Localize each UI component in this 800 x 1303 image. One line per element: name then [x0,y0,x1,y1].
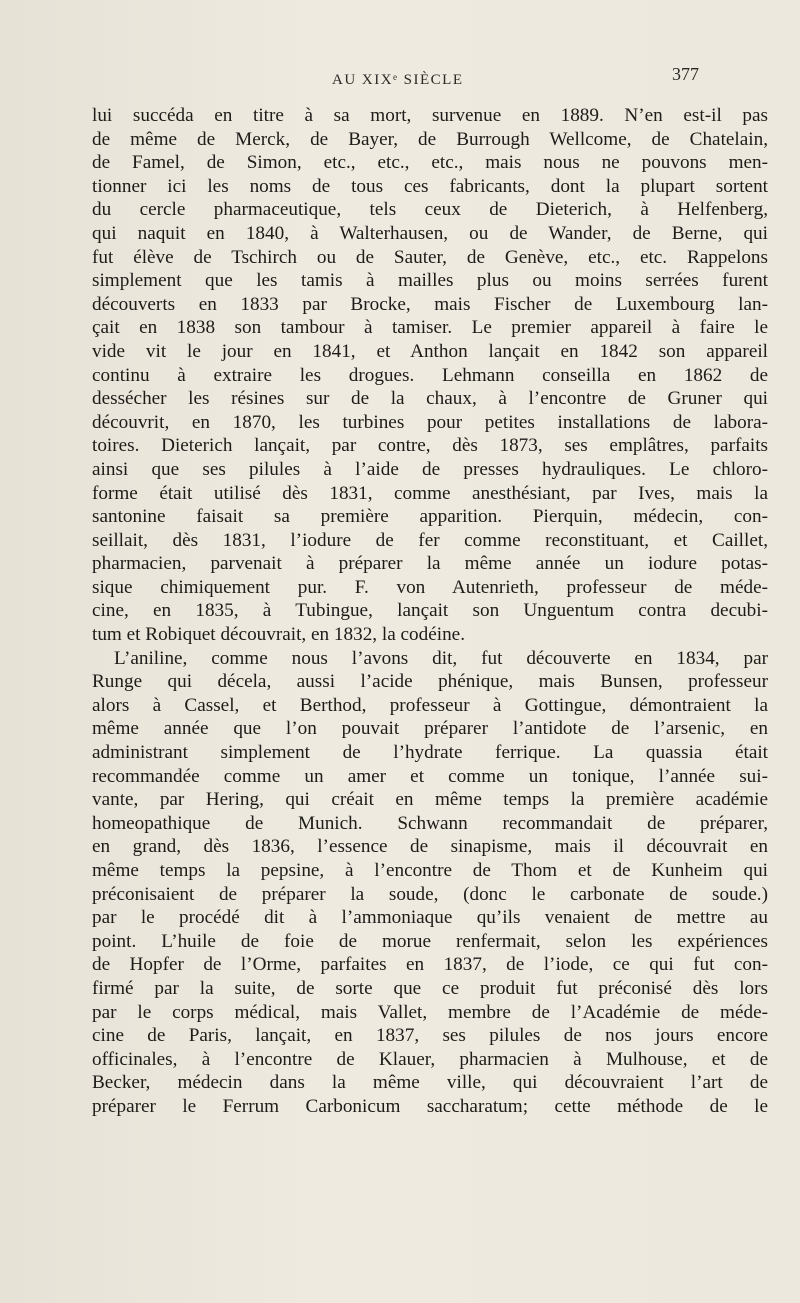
text-line: Becker, médecin dans la même ville, qui découvraient l’art de [92,1072,768,1094]
text-line: toires. Dieterich lançait, par contre, dès 1873, ses emplâtres, parfaits [92,435,768,457]
text-line: découverts en 1833 par Brocke, mais Fischer de Luxembourg lan- [92,293,768,315]
running-head [0,64,800,96]
text-line: sique chimiquement pur. F. von Autenrieth, professeur de méde- [92,576,768,598]
text-line: découvrit, en 1870, les turbines pour petites installations de labora- [92,411,768,433]
text-line: L’aniline, comme nous l’avons dit, fut découverte en 1834, par [114,647,768,669]
body-text [92,104,768,1119]
text-line: par le procédé dit à l’ammoniaque qu’ils venaient de mettre au [92,907,768,929]
text-line: par le corps médical, mais Vallet, membre de l’Académie de méde- [92,1001,768,1023]
text-line: pharmacien, parvenait à préparer la même année un iodure potas- [92,553,768,575]
text-line: recommandée comme un amer et comme un tonique, l’année sui- [92,765,768,787]
text-line: fut élève de Tschirch ou de Sauter, de Genève, etc., etc. Rappelons [92,246,768,268]
page-number: 377 [672,64,699,84]
text-line: lui succéda en titre à sa mort, survenue en 1889. N’en est-il pas [92,105,768,126]
text-line: de Famel, de Simon, etc., etc., etc., mais nous ne pouvons men- [92,152,768,174]
text-line: firmé par la suite, de sorte que ce produit fut préconisé dès lors [92,977,768,999]
text-line: même année que l’on pouvait préparer l’antidote de l’arsenic, en [92,718,768,740]
text-line: santonine faisait sa première apparition. Pierquin, médecin, con- [92,506,768,528]
text-line: de Hopfer de l’Orme, parfaites en 1837, de l’iode, ce qui fut con- [92,954,768,976]
text-line: forme était utilisé dès 1831, comme anesthésiant, par Ives, mais la [92,482,768,504]
text-line: dessécher les résines sur de la chaux, à l’encontre de Gruner qui [92,388,768,410]
text-line: tionner ici les noms de tous ces fabricants, dont la plupart sortent [92,175,768,197]
text-line: même temps la pepsine, à l’encontre de Thom et de Kunheim qui [92,860,768,881]
text-line: çait en 1838 son tambour à tamiser. Le premier appareil à faire le [92,317,768,339]
text-line: préparer le Ferrum Carbonicum saccharatum; cette méthode de le [92,1095,768,1117]
text-line: cine de Paris, lançait, en 1837, ses pilules de nos jours encore [92,1025,768,1047]
text-line: point. L’huile de foie de morue renfermait, selon les expériences [92,930,768,952]
text-line: de même de Merck, de Bayer, de Burrough Wellcome, de Chatelain, [92,128,768,150]
text-line: simplement que les tamis à mailles plus ou moins serrées furent [92,270,768,292]
text-line: seillait, dès 1831, l’iodure de fer comme reconstituant, et Caillet, [92,529,768,551]
text-line: préconisaient de préparer la soude, (donc le carbonate de soude.) [92,883,768,905]
text-line: Runge qui décela, aussi l’acide phénique, mais Bunsen, professeur [92,671,768,693]
text-line: du cercle pharmaceutique, tels ceux de Dieterich, à Helfenberg, [92,199,768,221]
text-line: tum et Robiquet découvrait, en 1832, la codéine. [92,624,465,646]
running-title: AU XIXᵉ SIÈCLE [332,72,464,88]
text-line: ainsi que ses pilules à l’aide de presses hydrauliques. Le chloro- [92,458,768,480]
text-line: continu à extraire les drogues. Lehmann conseilla en 1862 de [92,364,768,386]
text-line: officinales, à l’encontre de Klauer, pharmacien à Mulhouse, et de [92,1048,768,1070]
text-line: en grand, dès 1836, l’essence de sinapisme, mais il découvrait en [92,836,768,858]
text-line: vante, par Hering, qui créait en même temps la première académie [92,789,768,811]
text-line: vide vit le jour en 1841, et Anthon lançait en 1842 son appareil [92,340,768,362]
text-line: qui naquit en 1840, à Walterhausen, ou de Wander, de Berne, qui [92,222,768,244]
text-line: administrant simplement de l’hydrate ferrique. La quassia était [92,742,768,764]
text-line: homeopathique de Munich. Schwann recommandait de préparer, [92,812,768,834]
text-line: cine, en 1835, à Tubingue, lançait son Unguentum contra decubi- [92,600,768,622]
text-line: alors à Cassel, et Berthod, professeur à Gottingue, démontraient la [92,694,768,716]
